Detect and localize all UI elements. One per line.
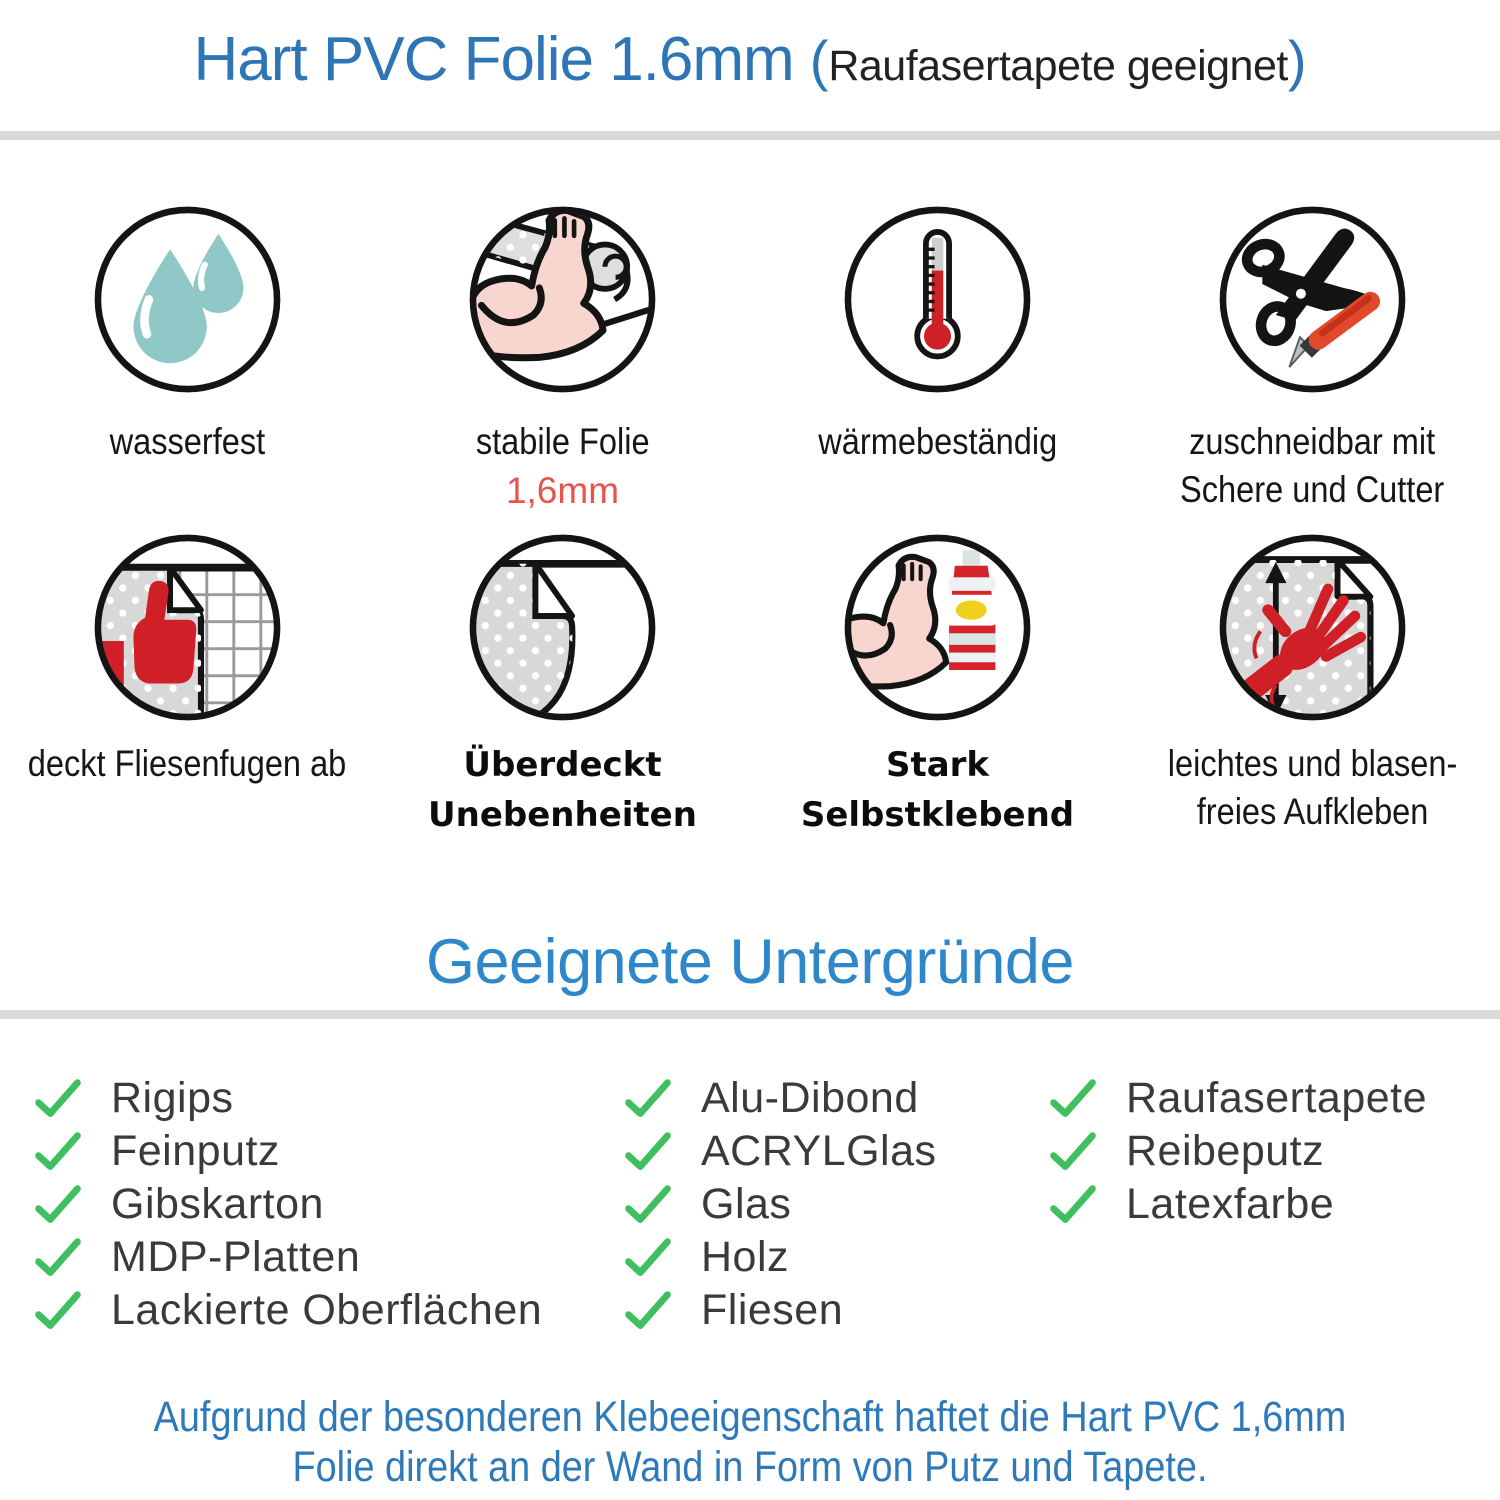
substrate-item: Glas — [625, 1178, 1050, 1231]
title-paren-open: ( — [809, 29, 829, 92]
scissors-cutter-icon — [1216, 203, 1409, 396]
check-icon — [625, 1079, 671, 1119]
feature-row-2 — [0, 531, 1500, 840]
check-icon — [1050, 1079, 1096, 1119]
feature-label: wasserfest — [109, 421, 266, 462]
feature-heat-resistant — [750, 203, 1125, 514]
feature-label: Stark Selbstklebend — [800, 745, 1075, 835]
substrate-item: Raufasertapete — [1050, 1072, 1490, 1125]
substrate-item: Fliesen — [625, 1284, 1050, 1337]
foil-fold-icon — [466, 531, 659, 724]
title-paren-close: ) — [1287, 29, 1307, 92]
footer-note — [0, 1392, 1500, 1492]
feature-covers-tile-joints — [0, 531, 375, 840]
tile-joints-thumb-icon — [91, 531, 284, 724]
feature-row-1 — [0, 203, 1500, 514]
feature-waterproof — [0, 203, 375, 514]
substrates-column-3 — [1050, 1072, 1490, 1337]
substrates-column-2 — [625, 1072, 1050, 1337]
check-icon — [1050, 1185, 1096, 1225]
feature-stable-foil — [375, 203, 750, 514]
substrates-checklist — [35, 1072, 1490, 1337]
page-title — [0, 24, 1500, 95]
check-icon — [35, 1079, 81, 1119]
strong-arm-foil-icon — [466, 203, 659, 396]
arm-glue-tube-icon — [841, 531, 1034, 724]
feature-label: Überdeckt Unebenheiten — [428, 745, 697, 835]
feature-bubble-free — [1125, 531, 1500, 840]
check-icon — [625, 1291, 671, 1331]
feature-self-adhesive — [750, 531, 1125, 840]
check-icon — [35, 1185, 81, 1225]
suitable-surfaces-heading: Geeignete Untergründe — [426, 927, 1074, 997]
divider-line — [0, 131, 1500, 140]
check-icon — [35, 1132, 81, 1172]
substrate-item: Reibeputz — [1050, 1125, 1490, 1178]
substrate-item: MDP-Platten — [35, 1231, 625, 1284]
check-icon — [625, 1185, 671, 1225]
substrates-column-1 — [35, 1072, 625, 1337]
substrate-item: ACRYLGlas — [625, 1125, 1050, 1178]
water-drops-icon — [91, 203, 284, 396]
substrate-item: Holz — [625, 1231, 1050, 1284]
divider-line — [0, 1010, 1500, 1019]
feature-sublabel: 1,6mm — [505, 470, 620, 511]
thermometer-icon — [841, 203, 1034, 396]
feature-cuttable — [1125, 203, 1500, 514]
footer-line-2: Folie direkt an der Wand in Form von Putz und Tapete. — [292, 1443, 1208, 1491]
feature-label: zuschneidbar mit Schere und Cutter — [1180, 421, 1445, 510]
hand-smooth-foil-icon — [1216, 531, 1409, 724]
feature-label: wärmebeständig — [818, 421, 1057, 462]
footer-line-1: Aufgrund der besonderen Klebeeigenschaft haftet die Hart PVC 1,6mm — [153, 1393, 1347, 1441]
title-main: Hart PVC Folie 1.6mm — [193, 25, 794, 94]
feature-covers-unevenness — [375, 531, 750, 840]
substrate-item: Feinputz — [35, 1125, 625, 1178]
check-icon — [1050, 1132, 1096, 1172]
check-icon — [35, 1291, 81, 1331]
substrate-item: Gibskarton — [35, 1178, 625, 1231]
feature-label: leichtes und blasen- freies Aufkleben — [1167, 743, 1458, 832]
substrate-item: Lackierte Oberflächen — [35, 1284, 625, 1337]
feature-label: stabile Folie — [475, 421, 650, 462]
title-note: Raufasertapete geeignet — [828, 42, 1288, 90]
check-icon — [625, 1238, 671, 1278]
substrate-item: Latexfarbe — [1050, 1178, 1490, 1231]
substrate-item: Rigips — [35, 1072, 625, 1125]
check-icon — [625, 1132, 671, 1172]
check-icon — [35, 1238, 81, 1278]
feature-label: deckt Fliesenfugen ab — [28, 743, 347, 784]
substrate-item: Alu-Dibond — [625, 1072, 1050, 1125]
